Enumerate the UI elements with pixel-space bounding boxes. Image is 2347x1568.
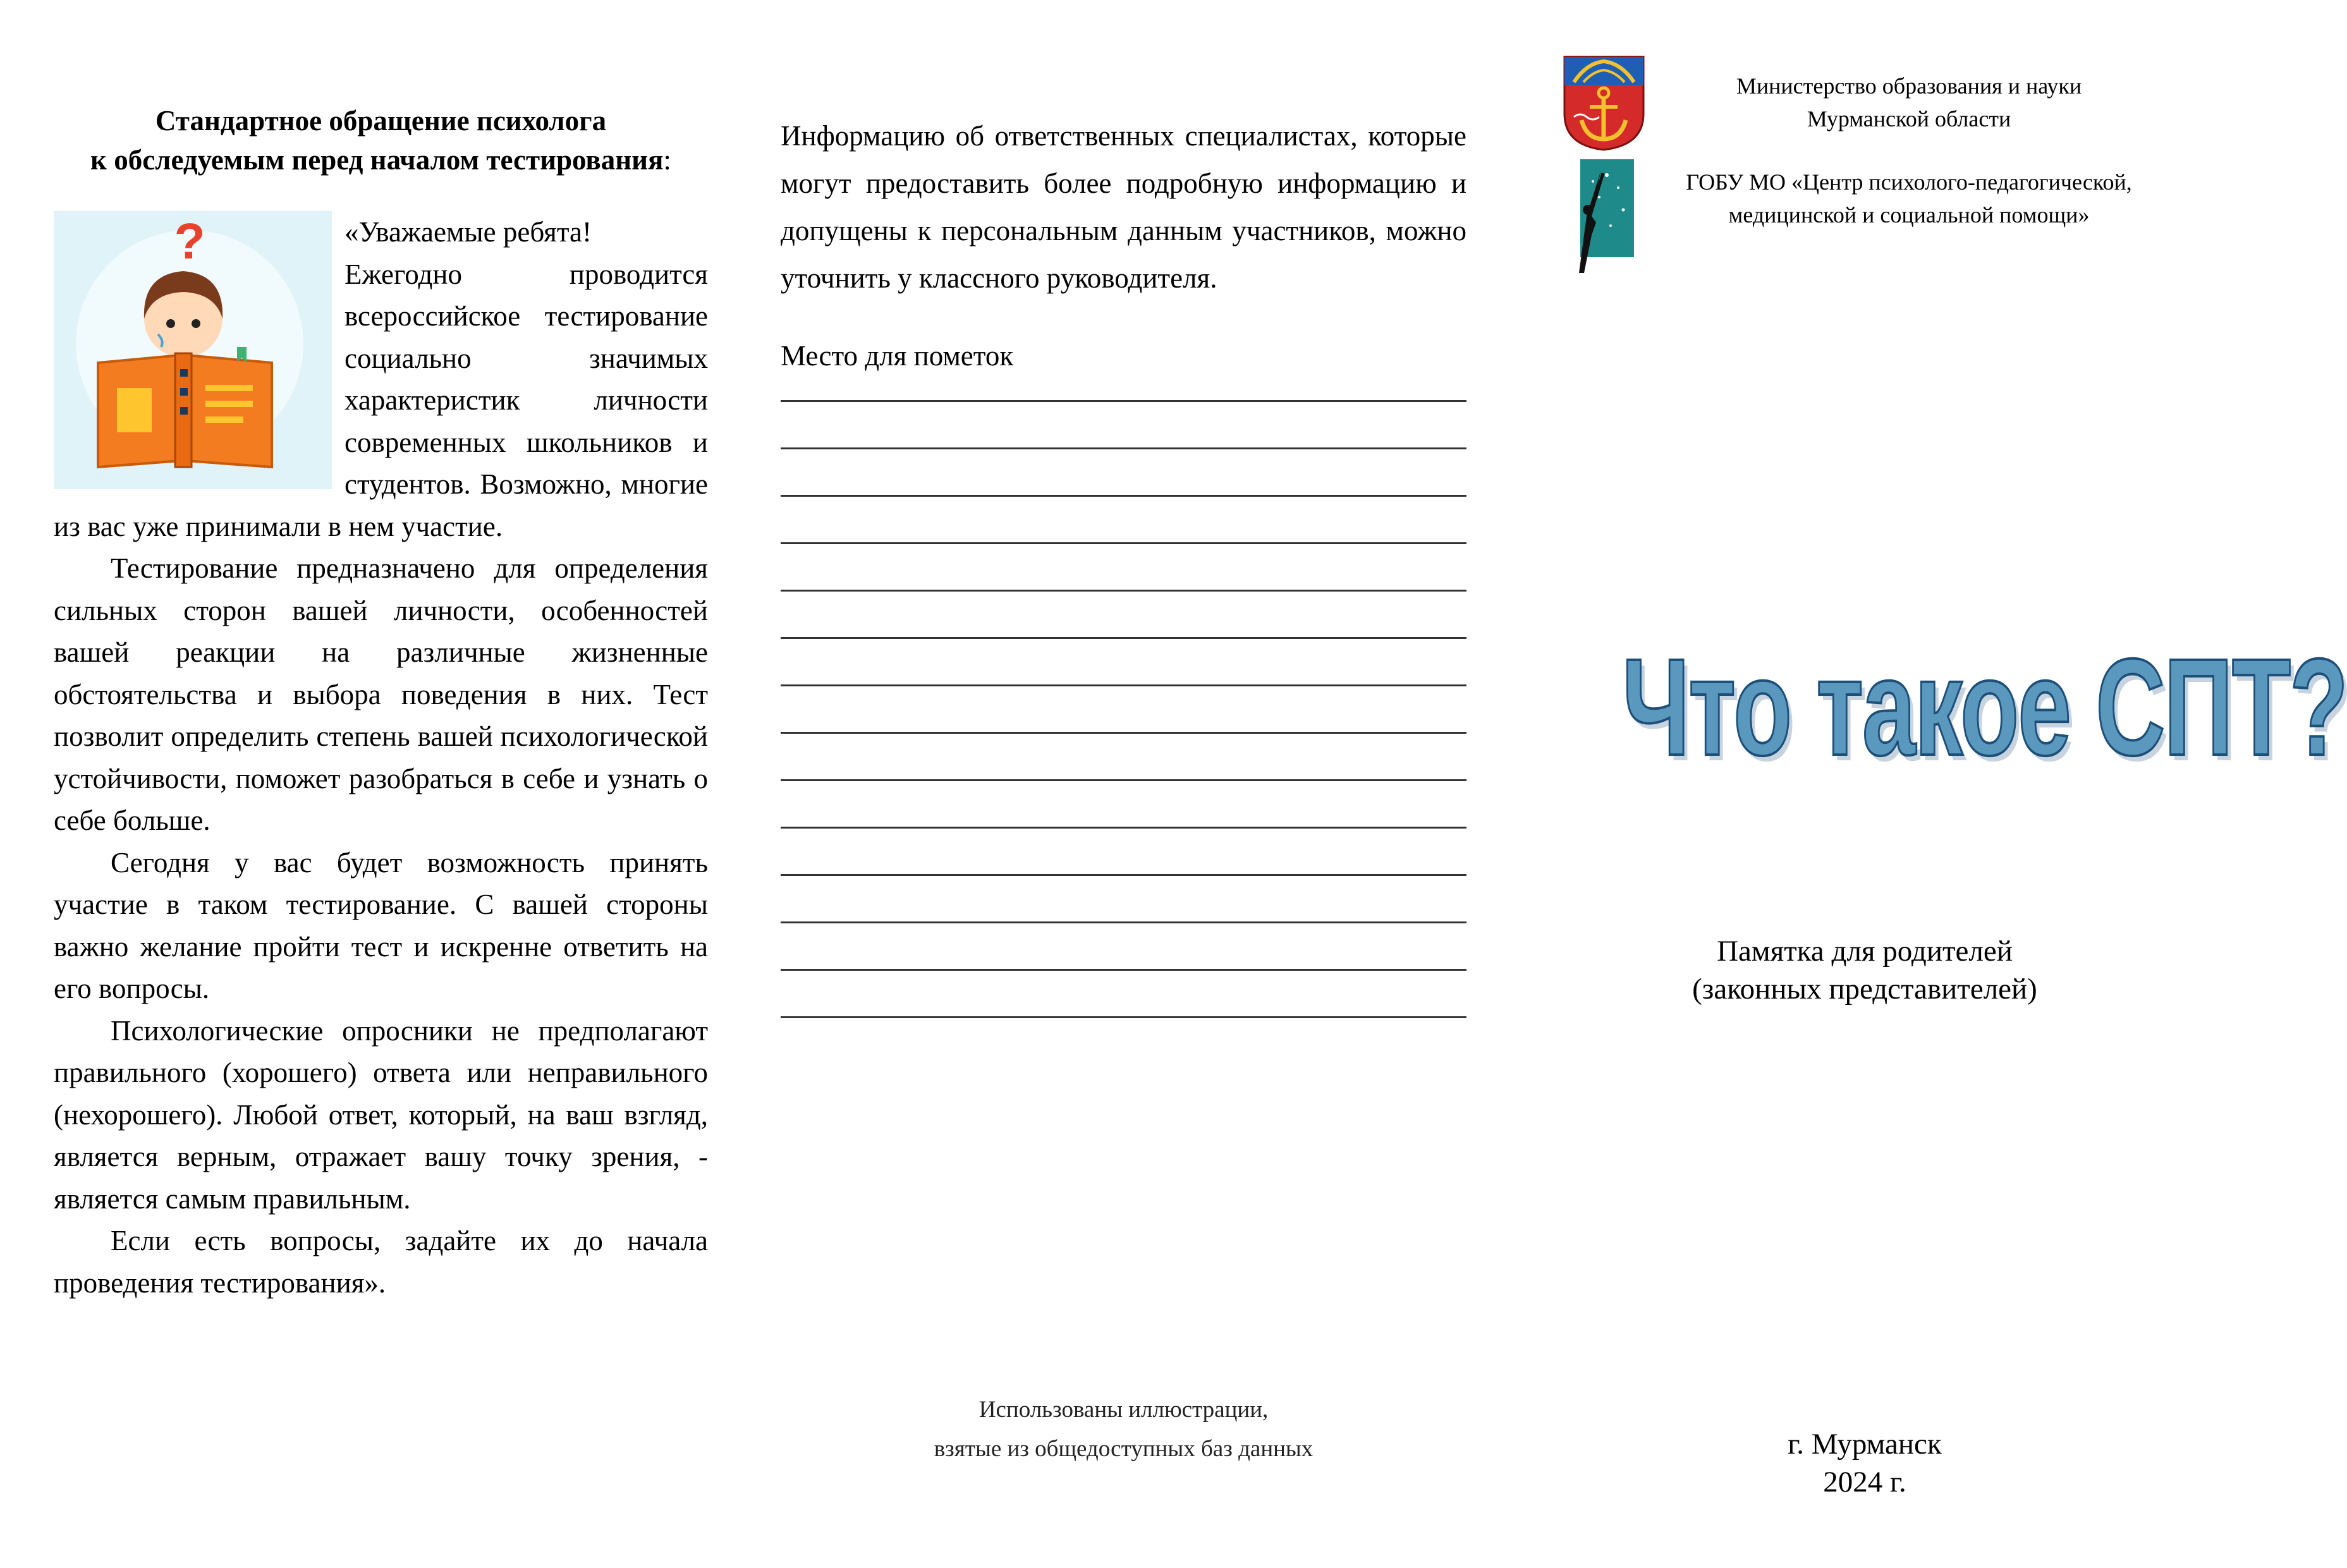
middle-column: [781, 112, 1466, 1018]
notes-area[interactable]: [781, 400, 1466, 1018]
appeal-heading-line2: к обследуемым перед началом тестирования: [90, 144, 664, 176]
center-name: [1656, 166, 2162, 231]
ministry-name: [1656, 70, 2162, 135]
paragraph-4: Психологические опросники не предполагают правильного (хорошего) ответа или неправильного (нехорошего). Любой ответ, который, на ваш взгляд, является верным, отражает вашу точку зрения, - является самым правильным.: [54, 1014, 708, 1215]
left-column: [54, 101, 708, 1304]
note-line: [781, 684, 1466, 686]
illustration-credits: [781, 1390, 1466, 1469]
ministry-line2: Мурманской области: [1807, 106, 2011, 131]
note-line: [781, 447, 1466, 449]
paragraph-2: Тестирование предназначено для определения сильных сторон вашей личности, особенностей вашей реакции на различные жизненные обстоятельства и выбора поведения в них. Тест позволит определить степень вашей психологической устойчивости, поможет разобраться в себе и узнать о себе больше.: [54, 552, 708, 836]
note-line: [781, 921, 1466, 923]
greeting: «Уважаемые ребята!: [344, 216, 592, 248]
note-line: [781, 827, 1466, 829]
center-line2: медицинской и социальной помощи»: [1728, 202, 2090, 228]
note-line: [781, 779, 1466, 781]
center-line1: ГОБУ МО «Центр психолого-педагогической,: [1686, 169, 2132, 195]
child-reading-book-question-icon: [54, 211, 332, 489]
note-line: [781, 637, 1466, 639]
note-line: [781, 542, 1466, 544]
appeal-heading: [54, 101, 708, 179]
memo-line1: Памятка для родителей: [1717, 935, 2013, 968]
appeal-heading-line1: Стандартное обращение психолога: [155, 105, 607, 137]
murmansk-coat-of-arms-icon: [1561, 54, 1647, 152]
center-logo-icon: [1561, 159, 1634, 273]
notes-label: Место для пометок: [781, 340, 1014, 372]
memo-line2: (законных представителей): [1692, 973, 2037, 1006]
city: г. Мурманск: [1788, 1428, 1942, 1461]
note-line: [781, 969, 1466, 971]
note-line: [781, 400, 1466, 402]
info-text: Информацию об ответственных специалистах, которые могут предоставить более подробную информацию и допущены к персональным данным участников, можно уточнить у классного руководителя.: [781, 120, 1466, 294]
credits-line2: взятые из общедоступных баз данных: [934, 1436, 1314, 1462]
note-line: [781, 1016, 1466, 1018]
city-year: [1681, 1425, 2048, 1501]
brochure-title: Что такое СПТ?: [1622, 631, 2347, 784]
credits-line1: Использованы иллюстрации,: [978, 1397, 1269, 1423]
year: 2024 г.: [1823, 1466, 1906, 1498]
note-line: [781, 732, 1466, 734]
paragraph-1: Ежегодно проводится всероссийское тестирование социально значимых характеристик личности современных школьников и студентов. Возможно, многие из вас уже принимали в нем участие.: [54, 258, 708, 542]
paragraph-3: Сегодня у вас будет возможность принять участие в таком тестирование. С вашей стороны важно желание пройти тест и искренне ответить на его вопросы.: [54, 846, 708, 1004]
question-mark: ?: [174, 213, 205, 269]
note-line: [781, 874, 1466, 876]
ministry-line1: Министерство образования и науки: [1736, 73, 2082, 99]
note-line: [781, 495, 1466, 497]
note-line: [781, 590, 1466, 592]
memo-subtitle: [1618, 932, 2111, 1008]
paragraph-5: Если есть вопросы, задайте их до начала проведения тестирования».: [54, 1225, 708, 1299]
appeal-heading-colon: :: [663, 144, 671, 176]
